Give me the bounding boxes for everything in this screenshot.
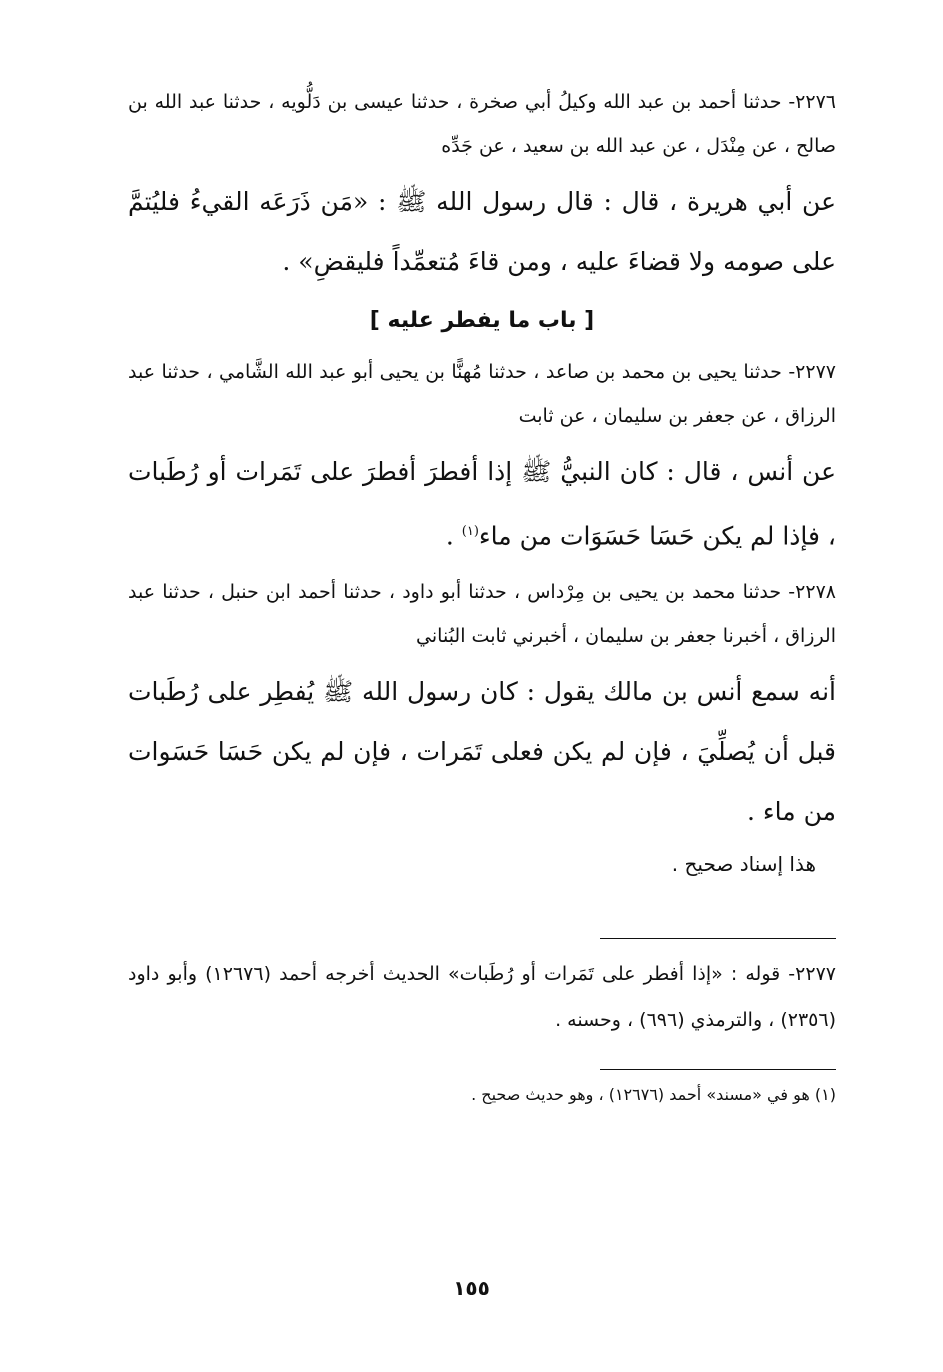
hadith-2278-matn: أنه سمع أنس بن مالك يقول : كان رسول الله ﷺ يُفطِر على رُطَبات قبل أن يُصلِّيَ ، فإن لم يكن فعلى تَمَرات ، فإن لم يكن حَسَا حَسَوات من ماء . (128, 677, 836, 827)
hadith-2277-matn (128, 442, 836, 566)
isnad-grading: هذا إسناد صحيح . (671, 852, 816, 877)
page-number: ١٥٥ (453, 1276, 490, 1300)
footnote-1: (١) هو في «مسند» أحمد (١٢٦٧٦) ، وهو حديث صحيح . (471, 1085, 836, 1105)
chapter-heading: [ باب ما يفطر عليه ] (369, 308, 595, 333)
hadith-2277-matn-text: عن أنس ، قال : كان النبيُّ ﷺ إذا أفطرَ أفطرَ على تَمَرات أو رُطَبات ، فإذا لم يكن حَسَا حَسَوَات من ماء (128, 457, 836, 551)
hadith-2278-isnad: ٢٢٧٨- حدثنا محمد بن يحيى بن مِرْداس ، حدثنا أبو داود ، حدثنا أحمد ابن حنبل ، حدثنا عبد الرزاق ، أخبرنا جعفر بن سليمان ، أخبرني ثابت البُناني (128, 581, 836, 648)
hadith-2277-isnad: ٢٢٧٧- حدثنا يحيى بن محمد بن صاعد ، حدثنا مُهنًّا بن يحيى أبو عبد الله الشَّامي ، حدثنا عبد الرزاق ، عن جعفر بن سليمان ، عن ثابت (128, 361, 836, 427)
hadith-2276-matn: عن أبي هريرة ، قال : قال رسول الله ﷺ : «مَن ذَرَعَه القيءُ فليُتمَّ على صومه ولا قضاءَ عليه ، ومن قاءَ مُتعمِّداً فليقضِ» . (128, 187, 836, 276)
hadith-2277-matn-end: . (445, 521, 462, 551)
commentary-2277: ٢٢٧٧- قوله : «إذا أفطر على تَمَرات أو رُطَبات» الحديث أخرجه أحمد (١٢٦٧٦) وأبو داود (٢٣٥٦) ، والترمذي (٦٩٦) ، وحسنه . (128, 963, 836, 1032)
hadith-2276-isnad: ٢٢٧٦- حدثنا أحمد بن عبد الله وكيلُ أبي صخرة ، حدثنا عيسى بن دَلُّويه ، حدثنا عبد الله بن صالح ، عن مِنْدَل ، عن عبد الله بن سعيد ، عن جَدِّه (128, 91, 836, 157)
footnote-marker: (١) (461, 524, 479, 539)
page-body (128, 80, 836, 1112)
